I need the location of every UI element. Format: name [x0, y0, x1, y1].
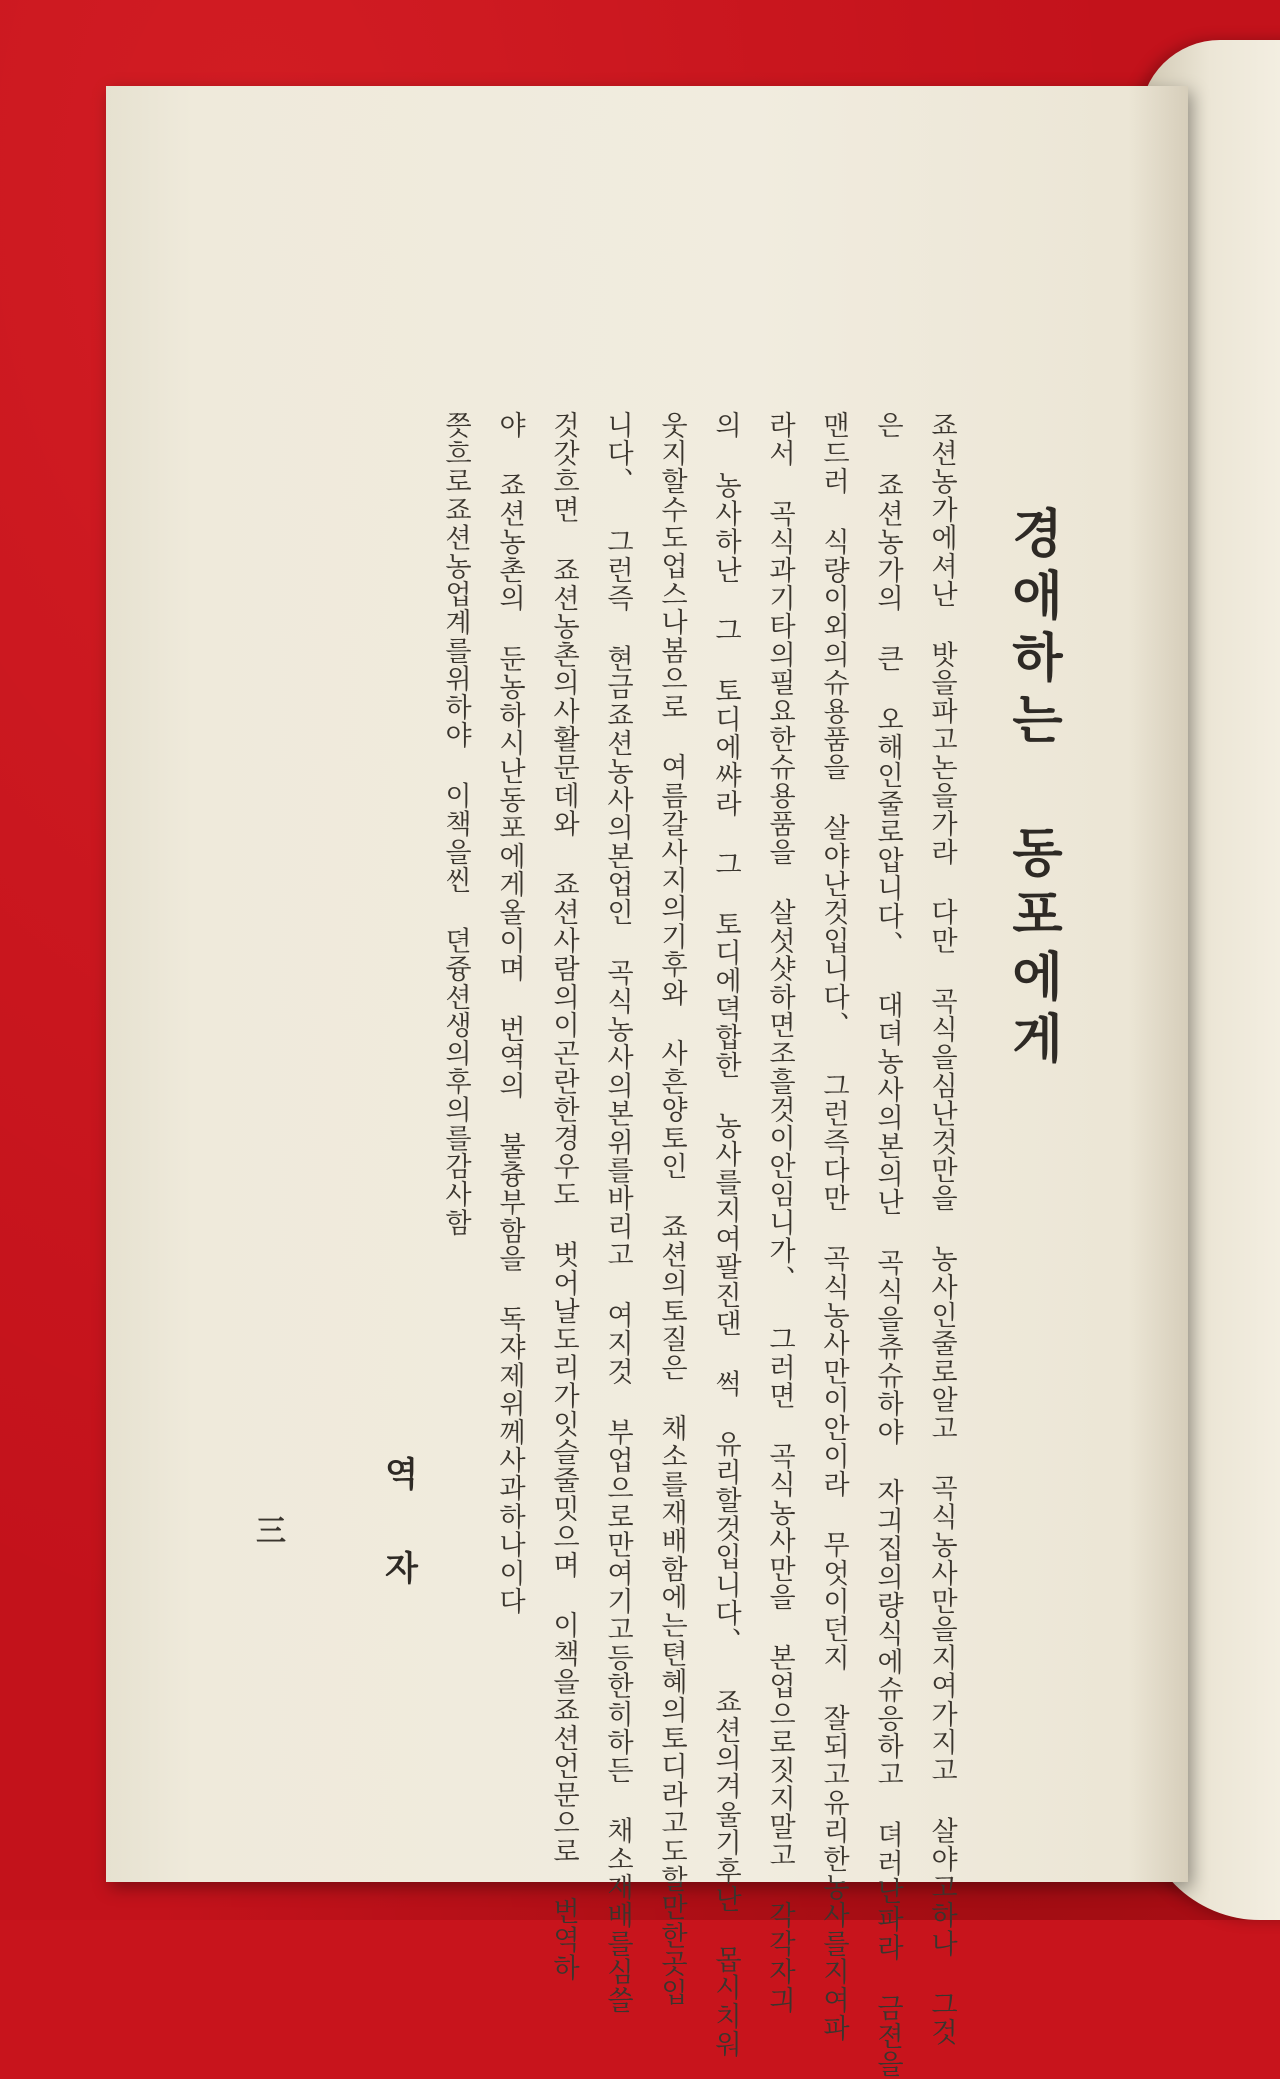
body-line-9: 야 죠션농촌의 둔농하시난동포에게올이며 번역의 불츙부함을 독쟈제위께사과하나이다: [494, 411, 525, 1616]
page-number: 三: [256, 1514, 286, 1549]
body-line-5: 의 농사하난 그 토디에쌰라 그 토디에뎍합한 농사를지여팔진댄 썩 유리할것입니다、 죠션의겨울기후난 몹시치워: [710, 411, 741, 2059]
body-line-7: 니다、 그런즉 현금죠션농사의본업인 곡식농사의본위를바리고 여지것 부업으로만여기고등한히하든 채소재배를심쓸: [602, 411, 633, 2015]
body-line-3: 맨드러 식량이외의슈용품을 살야난것입니다、 그런즉다만 곡식농사만이안이라 무엇이던지 잘되고유리한농사를지여파: [818, 411, 849, 2043]
body-line-2: 은 죠션농가의 큰 오해인줄로압니다、 대뎌농사의본의난 곡식을츄슈하야 자긔집의량식에슈응하고 뎌러난파라 금젼을: [872, 411, 903, 2079]
page-title: 경애하는 동포에게: [1002, 506, 1063, 1073]
body-line-10: 쯧흐로죠션농업계를위하야 이책을씬 뎐즁션생의후의를감사함: [440, 411, 471, 1237]
body-line-4: 라서 곡식과기타의필요한슈용품을 살섯샷하면조흘것이안임니가、 그러면 곡식농사만을 본업으로짓지말고 각각자긔: [764, 411, 795, 2015]
translator-signature: 역자: [378, 1456, 418, 1644]
book-page: [106, 86, 1188, 2079]
body-line-1: 죠션농가에셔난 밧을파고논을가라 다만 곡식을심난것만을 농사인줄로알고 곡식농사만을지여가지고 살야고하나 그것: [926, 411, 957, 2047]
body-line-6: 웃지할수도업스나봄으로 여름갈사지의기후와 사흔양토인 죠션의토질은 채소를재배함에는텬혜의토디라고도할만한곳입: [656, 411, 687, 2007]
body-line-8: 것갓흐면 죠션농촌의사활문데와 죠션사람의이곤란한경우도 벗어날도리가잇슬줄밋으며 이책을죠션언문으로 번역하: [548, 411, 579, 1982]
